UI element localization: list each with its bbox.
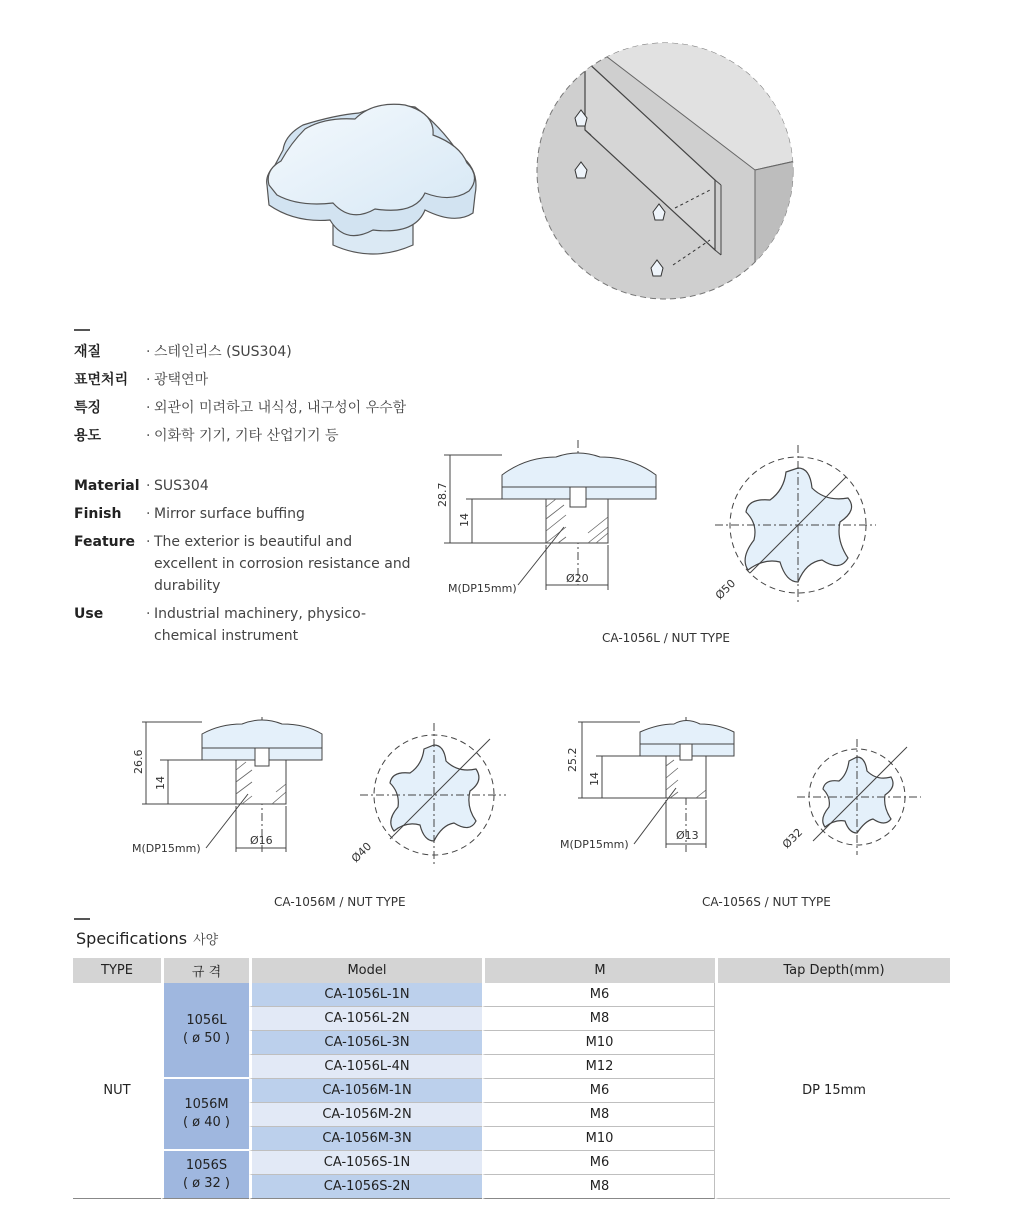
- height-label: 25.2: [566, 747, 579, 772]
- drawing-large-side: [436, 435, 666, 600]
- thread-label: M(DP15mm): [560, 838, 629, 851]
- spec-title: [76, 929, 218, 948]
- col-header-m: M: [482, 958, 715, 983]
- dia-label: Ø13: [676, 829, 699, 842]
- prop-row: [74, 369, 434, 392]
- model-cell: CA-1056L-1N: [249, 983, 482, 1007]
- bullet: ·: [146, 534, 151, 550]
- col-header-type: TYPE: [73, 958, 161, 983]
- m-cell: M6: [482, 1079, 715, 1103]
- size-cell: [161, 1079, 249, 1151]
- model-cell: CA-1056L-3N: [249, 1031, 482, 1055]
- model-cell: CA-1056L-4N: [249, 1055, 482, 1079]
- drawing-medium-side: [130, 712, 330, 862]
- prop-value: The exterior is beautiful and excellent in corrosion resistance and durability: [154, 534, 411, 594]
- bullet: ·: [146, 428, 151, 444]
- thread-label: M(DP15mm): [448, 582, 517, 595]
- drawing-large-top: [700, 440, 880, 610]
- m-cell: M6: [482, 1151, 715, 1175]
- prop-row: [74, 603, 434, 647]
- prop-row: [74, 531, 434, 597]
- drawing-caption-small: CA-1056S / NUT TYPE: [702, 895, 831, 909]
- drawing-small-side: [558, 712, 748, 862]
- properties-korean: [74, 341, 434, 453]
- drawing-caption-medium: CA-1056M / NUT TYPE: [274, 895, 406, 909]
- size-value: 1056S: [185, 1157, 228, 1173]
- m-cell: M8: [482, 1007, 715, 1031]
- m-cell: M12: [482, 1055, 715, 1079]
- properties-english: [74, 475, 434, 653]
- drawing-small-top: [775, 735, 925, 860]
- m-cell: M8: [482, 1175, 715, 1199]
- prop-value: 외관이 미려하고 내식성, 내구성이 우수함: [154, 400, 407, 416]
- dia-label: Ø20: [566, 572, 589, 585]
- height-label: 28.7: [436, 482, 449, 507]
- prop-label: Feature: [74, 534, 135, 550]
- bullet: ·: [146, 344, 151, 360]
- prop-value: SUS304: [154, 478, 209, 494]
- model-cell: CA-1056M-2N: [249, 1103, 482, 1127]
- outer-dia-label: Ø32: [779, 825, 806, 852]
- depth-label: 14: [458, 513, 471, 527]
- spec-table: [73, 958, 950, 1199]
- col-header-size: 규 격: [161, 958, 249, 983]
- prop-label: 재질: [74, 344, 102, 360]
- prop-label: Use: [74, 606, 104, 622]
- prop-row: [74, 425, 434, 448]
- drawing-medium-top: [340, 715, 510, 870]
- prop-label: 표면처리: [74, 372, 129, 388]
- prop-value: Industrial machinery, physico-chemical instrument: [154, 606, 367, 644]
- size-sub: ( ø 50 ): [182, 1031, 231, 1046]
- outer-dia-label: Ø50: [712, 576, 739, 603]
- bullet: ·: [146, 400, 151, 416]
- table-header-row: [73, 958, 950, 983]
- spec-title-text: Specifications: [76, 929, 188, 948]
- prop-row: [74, 341, 434, 364]
- model-cell: CA-1056L-2N: [249, 1007, 482, 1031]
- prop-row: [74, 397, 434, 420]
- dia-label: Ø16: [250, 834, 273, 847]
- prop-label: Finish: [74, 506, 122, 522]
- section-marker: [74, 329, 90, 331]
- drawing-caption-large: CA-1056L / NUT TYPE: [602, 631, 730, 645]
- col-header-tap-depth: Tap Depth(mm): [715, 958, 950, 983]
- prop-label: 특징: [74, 400, 102, 416]
- tap-depth-cell: DP 15mm: [715, 983, 950, 1199]
- bullet: ·: [146, 606, 151, 622]
- size-cell: [161, 983, 249, 1079]
- size-value: 1056M: [184, 1097, 229, 1112]
- prop-value: 이화학 기기, 기타 산업기기 등: [154, 428, 339, 444]
- prop-value: 광택연마: [154, 372, 209, 388]
- m-cell: M10: [482, 1127, 715, 1151]
- model-cell: CA-1056M-3N: [249, 1127, 482, 1151]
- mounting-illustration: [525, 40, 800, 302]
- bullet: ·: [146, 372, 151, 388]
- m-cell: M10: [482, 1031, 715, 1055]
- m-cell: M6: [482, 983, 715, 1007]
- table-row: [73, 983, 950, 1007]
- model-cell: CA-1056S-2N: [249, 1175, 482, 1199]
- depth-label: 14: [588, 772, 601, 786]
- model-cell: CA-1056M-1N: [249, 1079, 482, 1103]
- size-value: 1056L: [186, 1013, 227, 1028]
- outer-dia-label: Ø40: [348, 839, 375, 866]
- bullet: ·: [146, 478, 151, 494]
- model-cell: CA-1056S-1N: [249, 1151, 482, 1175]
- depth-label: 14: [154, 776, 167, 790]
- prop-row: [74, 475, 434, 497]
- knob-product-illustration: [255, 95, 495, 270]
- thread-label: M(DP15mm): [132, 842, 201, 855]
- m-cell: M8: [482, 1103, 715, 1127]
- size-sub: ( ø 32 ): [182, 1175, 231, 1191]
- prop-row: [74, 503, 434, 525]
- section-marker: [74, 918, 90, 920]
- col-header-model: Model: [249, 958, 482, 983]
- height-label: 26.6: [132, 749, 145, 774]
- size-sub: ( ø 40 ): [182, 1115, 231, 1130]
- size-cell: [161, 1151, 249, 1199]
- prop-label: Material: [74, 478, 140, 494]
- prop-value: 스테인리스 (SUS304): [154, 344, 292, 360]
- type-cell: NUT: [73, 983, 161, 1199]
- prop-label: 용도: [74, 428, 102, 444]
- spec-subtitle: 사양: [193, 933, 219, 948]
- prop-value: Mirror surface buffing: [154, 506, 305, 522]
- bullet: ·: [146, 506, 151, 522]
